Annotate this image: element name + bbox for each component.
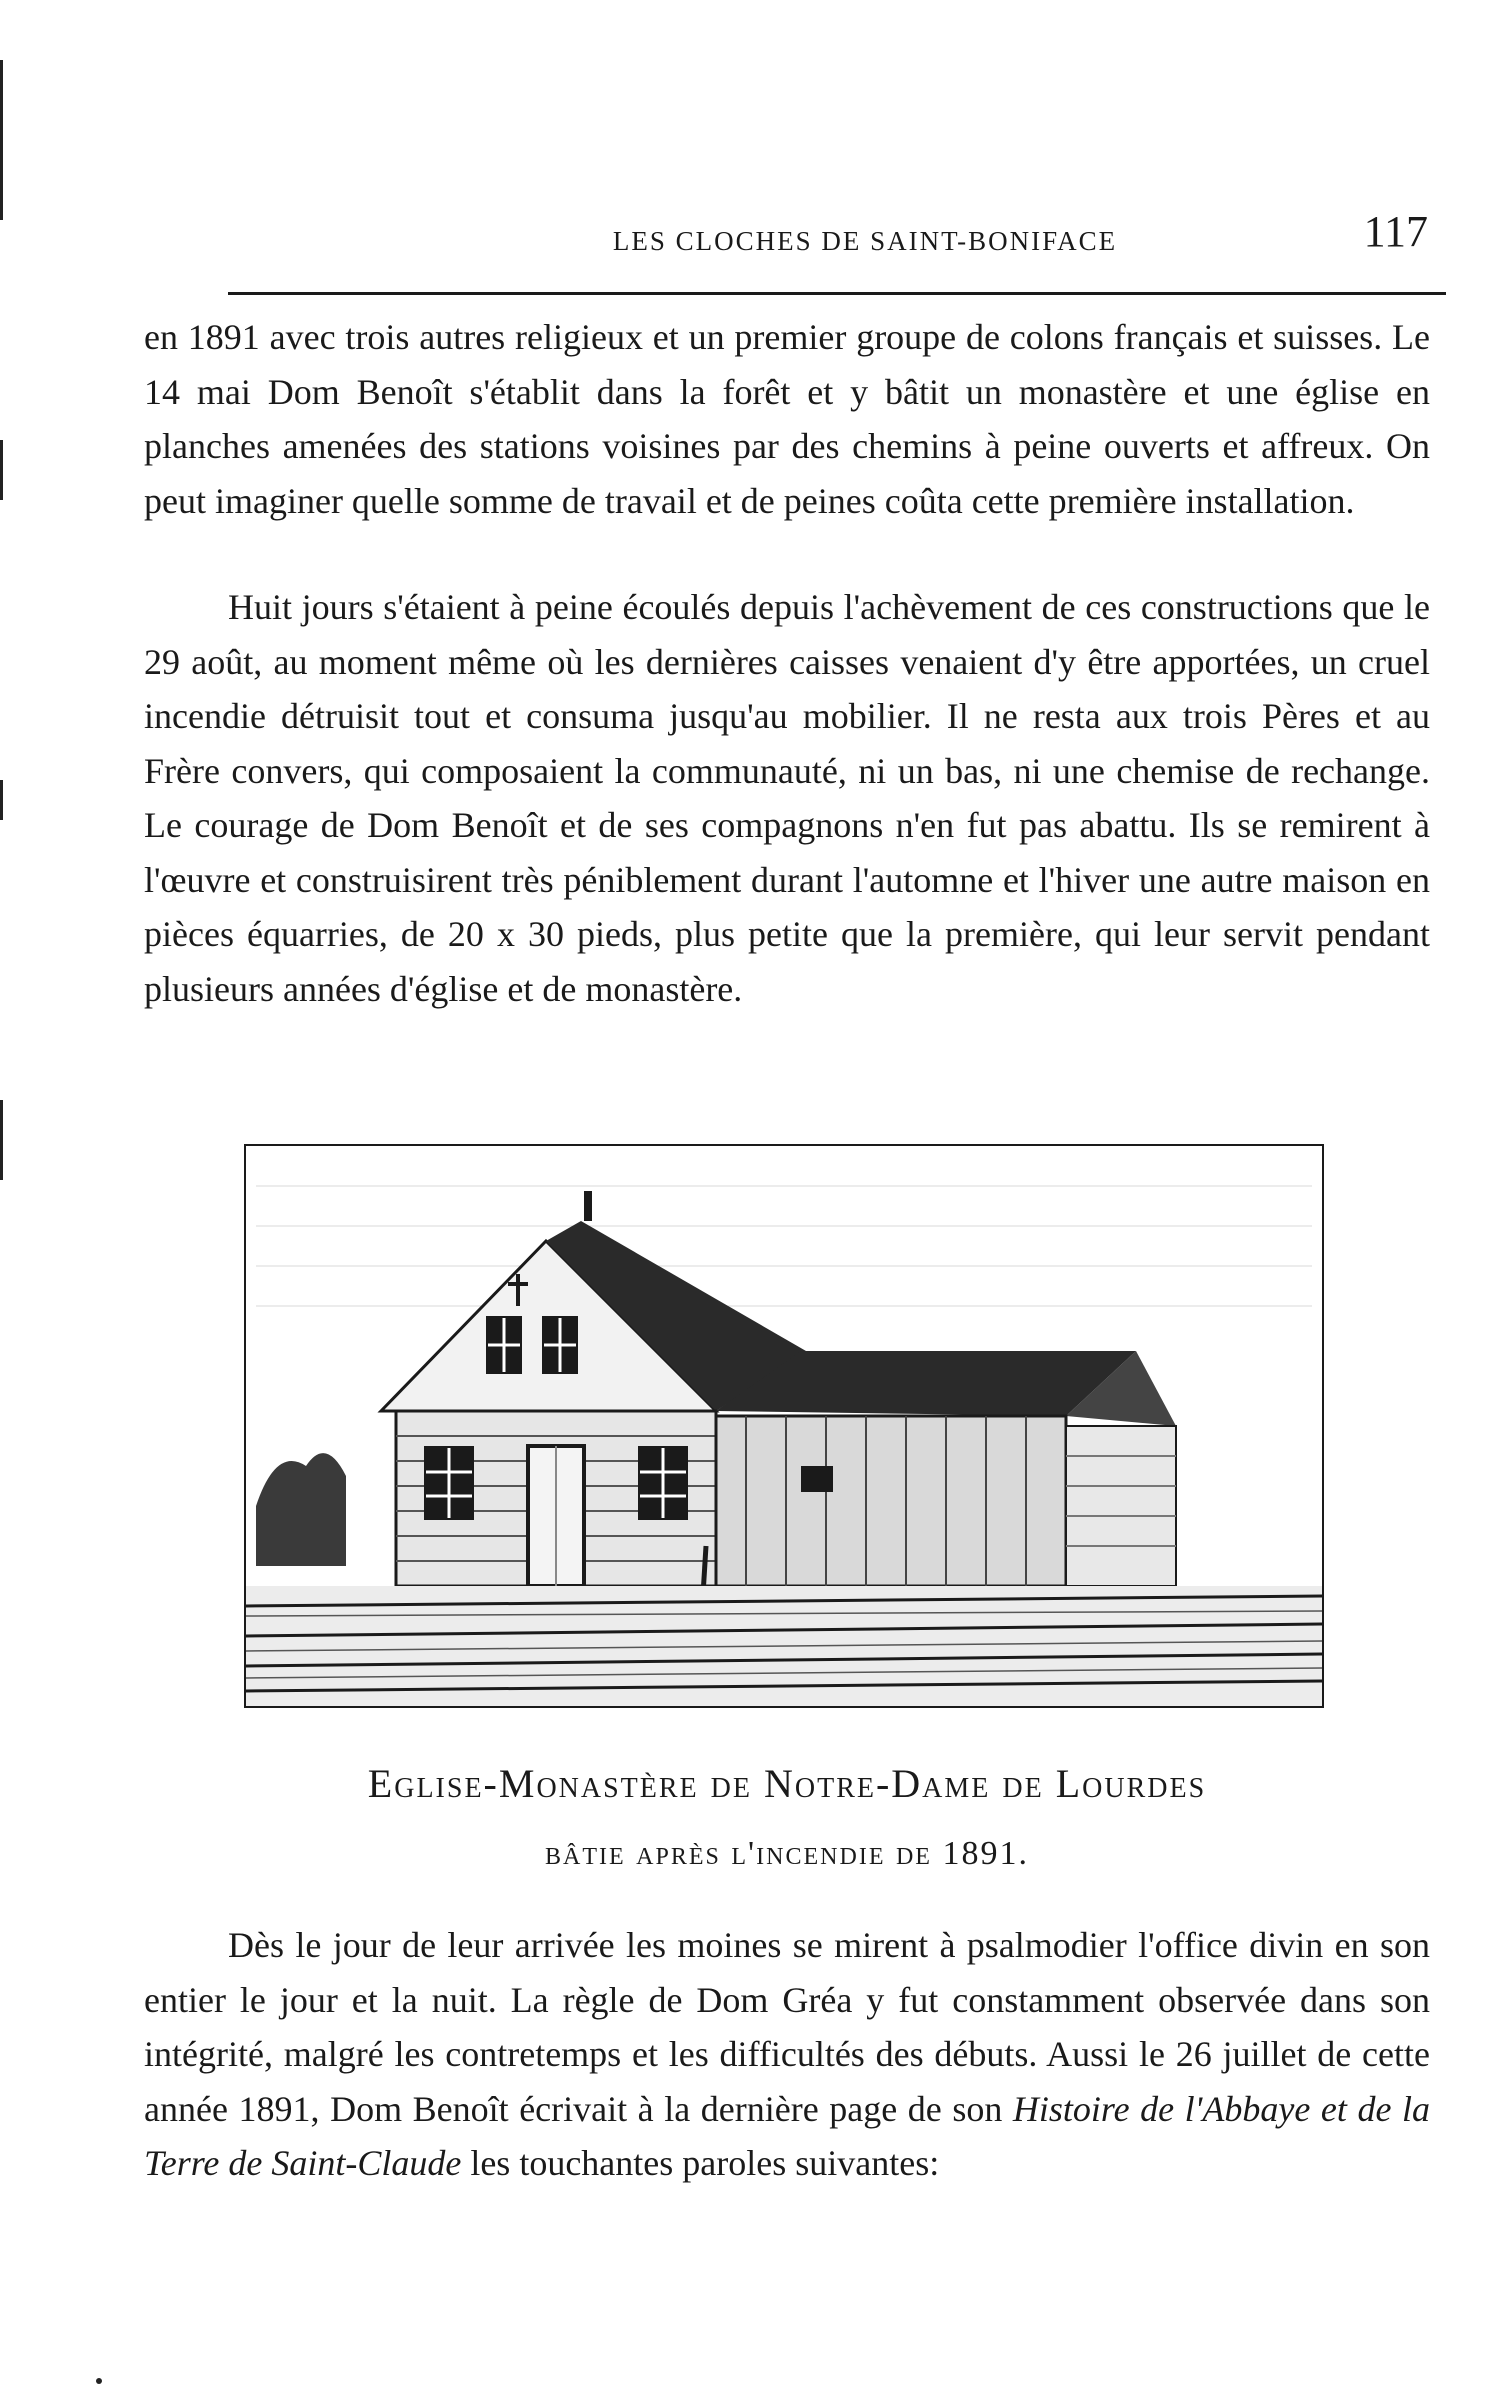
paragraph-1: en 1891 avec trois autres religieux et un premier groupe de colons français et suisses. Le 14 mai Dom Benoît s'établit dans la forêt et y bâtit un monastère et une église en planches amenées des stations voisines par des chemins à peine ouverts et affreux. On peut imaginer quelle somme de travail et de peines coûta cette première installation. (144, 317, 1430, 521)
paragraph-3-start: Dès le jour de leur arrivée les moines se mirent à psalmodier l'office divin en son entier le jour et la nuit. La règle de Dom Gréa y fut constamment observée dans son intégrité, malgré les contretemps et les difficultés des débuts. Aussi le 26 juillet de cette année 1891, Dom Benoît écrivait à la dernière page de son (144, 1925, 1430, 2129)
paragraph-3-end: les touchantes paroles suivantes: (461, 2143, 940, 2183)
page-number: 117 (1363, 207, 1428, 256)
page-header (160, 198, 1450, 270)
figure-caption-title: Eglise-Monastère de Notre-Dame de Lourdes (367, 1761, 1207, 1806)
scan-edge-mark (0, 440, 3, 500)
scan-edge-mark (0, 1100, 3, 1180)
scan-edge-mark (0, 60, 3, 220)
paragraph-3 (144, 1918, 1430, 2191)
figure-caption-subtitle: bâtie après l'incendie de 1891. (545, 1835, 1029, 1872)
church-drawing (246, 1146, 1322, 1706)
running-title: LES CLOCHES DE SAINT-BONIFACE (612, 226, 1118, 256)
scan-edge-mark (0, 780, 3, 820)
church-illustration (244, 1144, 1324, 1708)
paragraph-2: Huit jours s'étaient à peine écoulés depuis l'achèvement de ces constructions que le 29 août, au moment même où les dernières caisses venaient d'y être apportées, un cruel incendie détruisit tout et consuma jusqu'au mobilier. Il ne resta aux trois Pères et au Frère convers, qui composaient la communauté, ni un bas, ni une chemise de rechange. Le courage de Dom Benoît et de ses compagnons n'en fut pas abattu. Ils se remirent à l'œuvre et construisirent très péniblement durant l'automne et l'hiver une autre maison en pièces équarries, de 20 x 30 pieds, plus petite que la première, qui leur servit pendant plusieurs années d'église et de monastère. (144, 587, 1430, 1009)
scan-dot (96, 2378, 102, 2384)
header-rule (228, 292, 1446, 295)
book-title: Histoire de l'Abbaye et de la Terre de Saint-Claude (144, 2088, 1430, 2183)
